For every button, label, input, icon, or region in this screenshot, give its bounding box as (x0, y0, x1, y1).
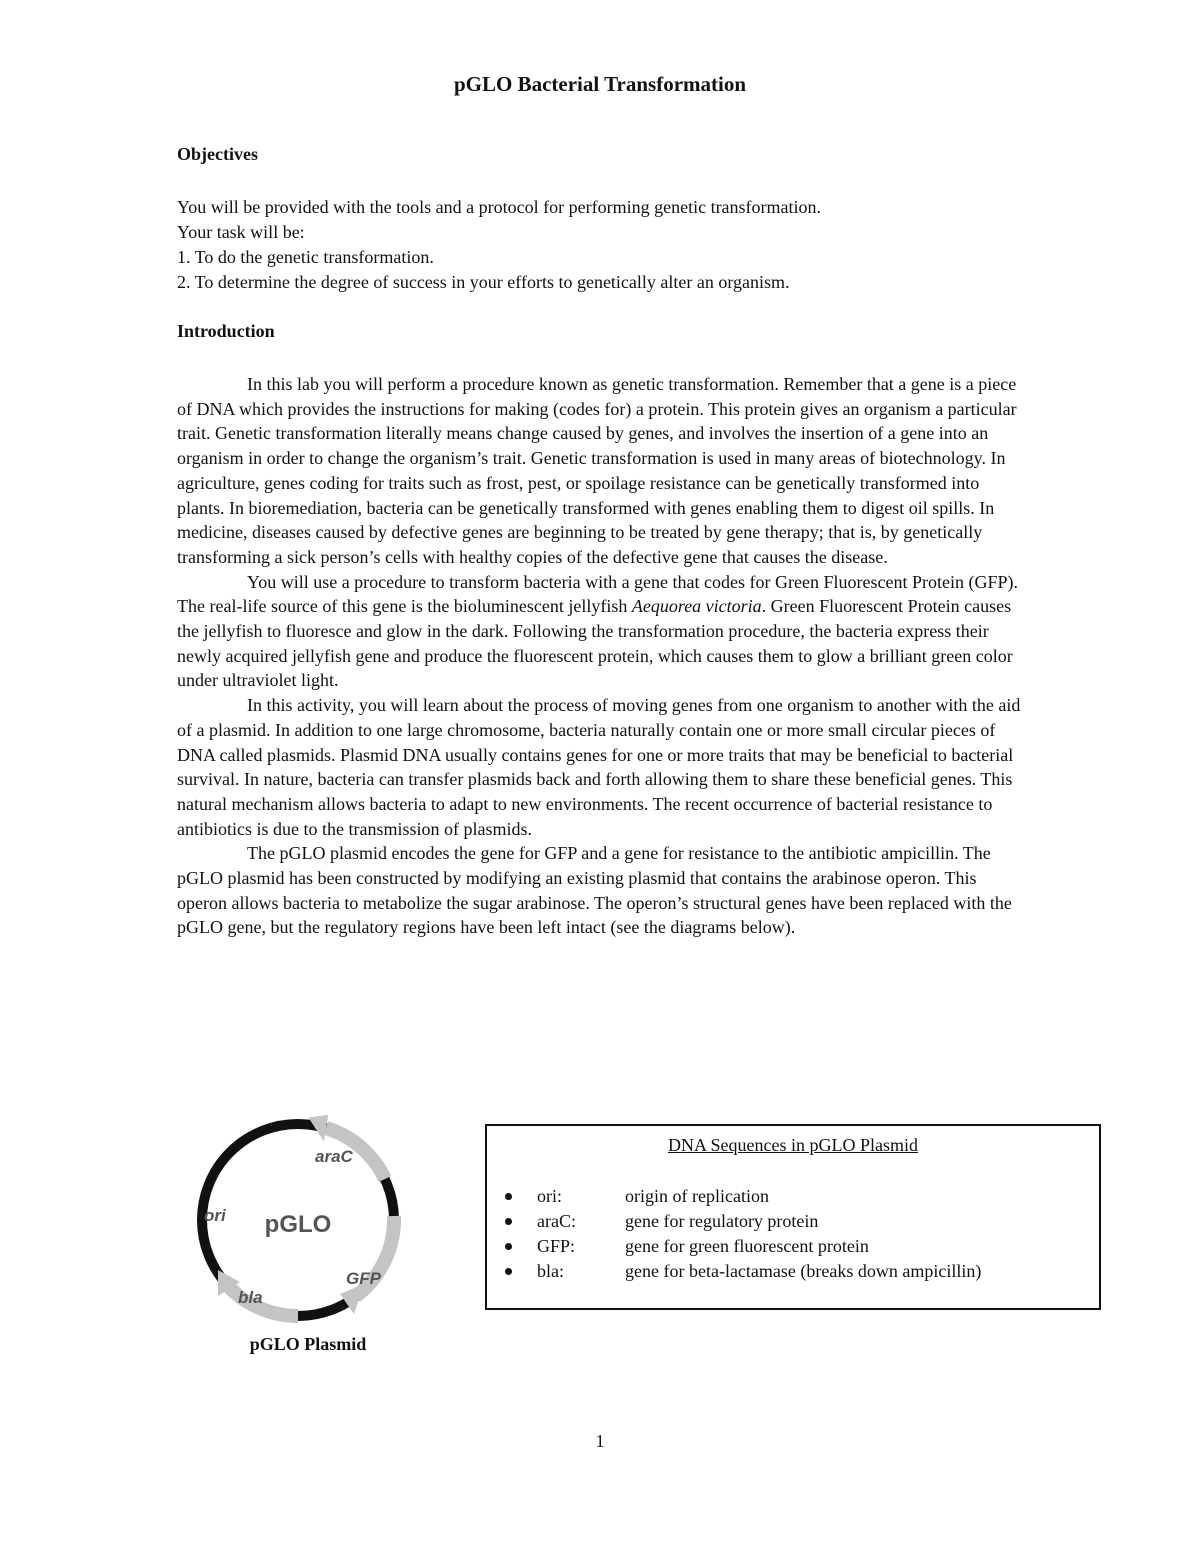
bullet-icon (505, 1193, 512, 1200)
bla-label: bla (238, 1288, 263, 1307)
sequence-description: gene for regulatory protein (625, 1211, 819, 1231)
intro-paragraph-2-start: You will use a procedure to transform bacteria with a gene that codes for Green Fluorescent Protein (GFP). The real-life source of this gene is the bioluminescent jellyfish (177, 571, 1018, 617)
sequence-description: gene for green fluorescent protein (625, 1236, 869, 1256)
dna-sequence-title: DNA Sequences in pGLO Plasmid (668, 1135, 918, 1155)
sequence-description: origin of replication (625, 1186, 769, 1206)
objectives-text (177, 195, 1037, 295)
bullet-icon (505, 1218, 512, 1225)
introduction-text (177, 372, 1023, 940)
arac-label: araC (315, 1147, 353, 1166)
sequence-description: gene for beta-lactamase (breaks down ampicillin) (625, 1261, 982, 1281)
intro-paragraph-2 (177, 570, 1023, 694)
bullet-icon (505, 1268, 512, 1275)
plasmid-center-label: pGLO (264, 1211, 332, 1238)
objectives-line: You will be provided with the tools and a protocol for performing genetic transformation. (177, 197, 822, 217)
page-number: 1 (595, 1431, 605, 1451)
plasmid-diagram (188, 1110, 428, 1330)
objectives-heading: Objectives (177, 144, 258, 164)
intro-paragraph-4: The pGLO plasmid encodes the gene for GFP and a gene for resistance to the antibiotic ampicillin. The pGLO plasmid has been constructed by modifying an existing plasmid that contains the arabinose operon. This operon allows bacteria to metabolize the sugar arabinose. The operon’s structural genes have been replaced with the pGLO gene, but the regulatory regions have been left intact (see the diagrams below). (177, 843, 1012, 938)
ori-label: ori (204, 1206, 226, 1225)
gfp-label: GFP (346, 1269, 381, 1288)
objectives-line: 1. To do the genetic transformation. (177, 247, 434, 267)
objectives-line: 2. To determine the degree of success in your efforts to genetically alter an organism. (177, 272, 790, 292)
sequence-term: bla: (537, 1261, 564, 1281)
intro-paragraph-3: In this activity, you will learn about the process of moving genes from one organism to another with the aid of a plasmid. In addition to one large chromosome, bacteria naturally contain one or more small circular pieces of DNA called plasmids. Plasmid DNA usually contains genes for one or more traits that may be beneficial to bacterial survival. In nature, bacteria can transfer plasmids back and forth allowing them to share these beneficial genes. This natural mechanism allows bacteria to adapt to new environments. The recent occurrence of bacterial resistance to antibiotics is due to the transmission of plasmids. (177, 695, 1021, 839)
sequence-term: GFP: (537, 1236, 576, 1256)
plasmid-caption: pGLO Plasmid (249, 1334, 367, 1354)
dna-sequence-box (485, 1124, 1101, 1310)
intro-paragraph-2-end: . Green Fluorescent Protein causes the jellyfish to fluoresce and glow in the dark. Following the transformation procedure, the bacteria express their newly acquired jellyfish gene and produce the fluorescent protein, which causes them to glow a brilliant green color under ultraviolet light. (177, 596, 1013, 691)
intro-paragraph-1: In this lab you will perform a procedure known as genetic transformation. Remember that a gene is a piece of DNA which provides the instructions for making (codes for) a protein. This protein gives an organism a particular trait. Genetic transformation literally means change caused by genes, and involves the insertion of a gene into an organism in order to change the organism’s trait. Genetic transformation is used in many areas of biotechnology. In agriculture, genes coding for traits such as frost, pest, or spoilage resistance can be genetically transformed into plants. In bioremediation, bacteria can be genetically transformed with genes enabling them to digest oil spills. In medicine, diseases caused by defective genes are beginning to be treated by gene therapy; that is, by genetically transforming a sick person’s cells with healthy copies of the defective gene that causes the disease. (177, 374, 1017, 567)
page-title: pGLO Bacterial Transformation (453, 72, 747, 96)
introduction-heading: Introduction (177, 321, 275, 341)
sequence-term: ori: (537, 1186, 562, 1206)
bullet-icon (505, 1243, 512, 1250)
objectives-line: Your task will be: (177, 222, 305, 242)
species-name: Aequorea victoria (631, 596, 762, 617)
sequence-term: araC: (537, 1211, 576, 1231)
